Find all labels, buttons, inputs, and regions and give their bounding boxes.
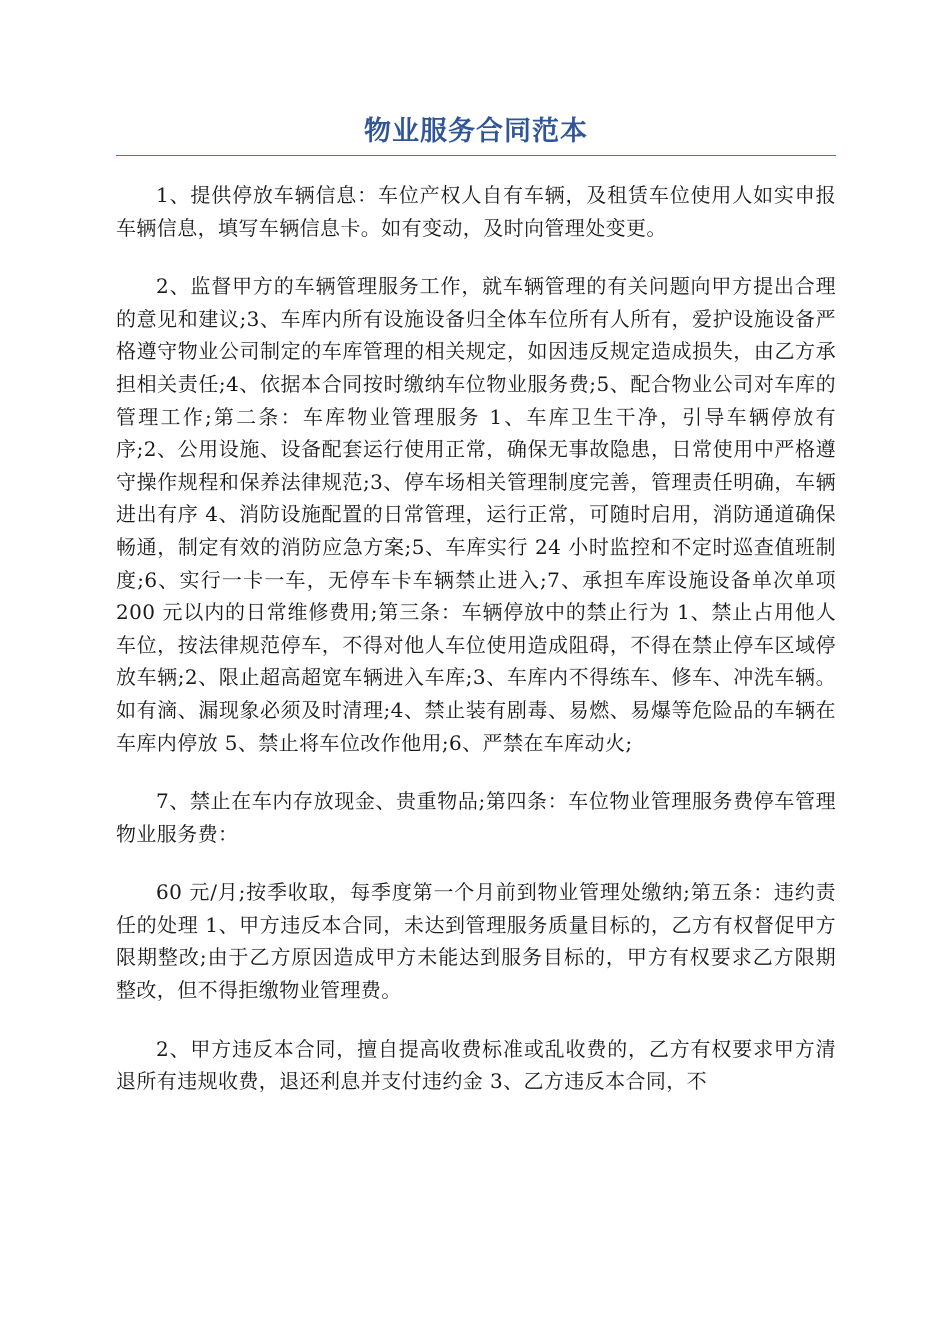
document-title: 物业服务合同范本: [364, 116, 588, 147]
document-page: [116, 0, 836, 1098]
paragraph-3: 7、禁止在车内存放现金、贵重物品;第四条：车位物业管理服务费停车管理物业服务费：: [116, 789, 836, 846]
paragraph-1: 1、提供停放车辆信息：车位产权人自有车辆，及租赁车位使用人如实申报车辆信息，填写车辆信息卡。如有变动，及时向管理处变更。: [116, 183, 836, 240]
title-underline-rule: [116, 155, 836, 156]
paragraph-5: 2、甲方违反本合同，擅自提高收费标准或乱收费的，乙方有权要求甲方清退所有违规收费，退还利息并支付违约金 3、乙方违反本合同，不: [116, 1036, 836, 1094]
paragraph-2: 2、监督甲方的车辆管理服务工作，就车辆管理的有关问题向甲方提出合理的意见和建议;3、车库内所有设施设备归全体车位所有人所有，爱护设施设备严格遵守物业公司制定的车库管理的相关规定，如因违反规定造成损失，由乙方承担相关责任;4、依据本合同按时缴纳车位物业服务费;5、配合物业公司对车库的管理工作;第二条：车库物业管理服务 1、车库卫生干净，引导车辆停放有序;2、公用设施、设备配套运行使用正常，确保无事故隐患，日常使用中严格遵守操作规程和保养法律规范;3、停车场相关管理制度完善，管理责任明确，车辆进出有序 4、消防设施配置的日常管理，运行正常，可随时启用，消防通道确保畅通，制定有效的消防应急方案;5、车库实行 24 小时监控和不定时巡查值班制度;6、实行一卡一车，无停车卡车辆禁止进入;7、承担车库设施设备单次单项 200 元以内的日常维修费用;第三条：车辆停放中的禁止行为 1、禁止占用他人车位，按法律规范停车，不得对他人车位使用造成阻碍，不得在禁止停车区域停放车辆;2、限止超高超宽车辆进入车库;3、车库内不得练车、修车、冲洗车辆。如有滴、漏现象必须及时清理;4、禁止装有剧毒、易燃、易爆等危险品的车辆在车库内停放 5、禁止将车位改作他用;6、严禁在车库动火;: [116, 274, 836, 755]
paragraph-4: 60 元/月;按季收取，每季度第一个月前到物业管理处缴纳;第五条：违约责任的处理 1、甲方违反本合同，未达到管理服务质量目标的，乙方有权督促甲方限期整改;由于乙方原因造成甲方未能达到服务目标的，甲方有权要求乙方限期整改，但不得拒缴物业管理费。: [116, 880, 836, 1003]
